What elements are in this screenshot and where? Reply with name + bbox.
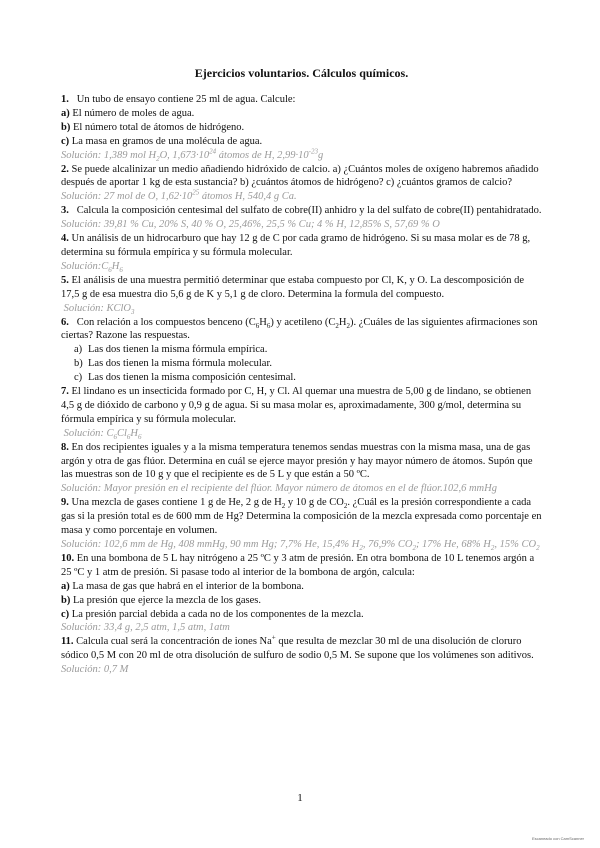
exercise-text: En dos recipientes iguales y a la misma temperatura tenemos sendas muestras con la misma masa, una de gas argón y otra de gas flúor. Determina en cuál se ejerce mayor presión y hay mayor número de átomos. Supón que las muestras son de 10 g y que el recipiente es de 5 L y que están a 50 ºC. [61,441,533,481]
exercise-3 [61,204,542,232]
exercise-2 [61,163,542,205]
exercise-text: En una bombona de 5 L hay nitrógeno a 25 ºC y 3 atm de presión. En otra bombona de 10 L tenemos argón a 25 ºC y 1 atm de presión. Si pasase todo al interior de la bombona de argón, calcula: [61,552,535,578]
exercise-number: 10. [61,552,75,564]
exercise-number: 4. [61,233,69,245]
exercise-7 [61,385,542,441]
list-item: c) Las dos tienen la misma composición centesimal. [74,372,296,384]
exercise-text: Calcula cual será la concentración de iones Na+ que resulta de mezclar 30 ml de una disolución de cloruro sódico 0,5 M con 20 ml de otra disolución de sulfuro de sodio 0,5 M. Se supone que los volúmenes son aditivos. [61,633,534,662]
page-number: 1 [297,792,303,804]
page-title: Ejercicios voluntarios. Cálculos químicos. [194,66,409,80]
scanner-watermark: Escaneado con CamScanner [531,836,584,841]
item-label: c) [61,135,70,147]
solution: Solución: 0,7 M [61,664,129,676]
exercise-number: 11. [61,636,74,648]
options-list [61,343,542,385]
document-page [61,66,542,677]
item-text: El número total de átomos de hidrógeno. [72,121,245,133]
item-text: La masa de gas que habrá en el interior de la bombona. [72,580,304,592]
exercise-9 [61,496,542,552]
exercise-10 [61,552,542,635]
exercise-text: Un análisis de un hidrocarburo que hay 12 g de C por cada gramo de hidrógeno. Si su masa molar es de 78 g, determina su fórmula empírica y su fórmula molecular. [61,233,531,258]
exercise-text: Un tubo de ensayo contiene 25 ml de agua. Calcule: [76,94,296,105]
exercise-number: 3. [61,205,69,217]
item-label: a) [61,580,70,592]
solution: Solución: Mayor presión en el recipiente del flúor. Mayor número de átomos en el de flúor.102,6 mmHg [61,483,497,495]
exercise-5 [61,274,542,316]
exercise-text: El análisis de una muestra permitió determinar que estaba compuesto por Cl, K, y O. La descomposición de 17,5 g de esa muestra dio 5,6 g de K y 5,1 g de cloro. Determina la formula del compuesto. [61,274,525,300]
list-item: a) Las dos tienen la misma fórmula empírica. [74,344,268,356]
item-text: La masa en gramos de una molécula de agua. [71,135,263,147]
exercise-number: 5. [61,274,69,286]
exercise-number: 1. [61,94,69,105]
item-text: La presión parcial debida a cada no de los componentes de la mezcla. [71,608,364,620]
solution: Solución: 27 mol de O, $1,62\cdot 10^{25}$ átomos H, 540,4 g Ca. [61,188,297,203]
exercise-text: Con relación a los compuestos benceno $(C_6H_6)$ y acetileno $(C_2H_2)$. ¿Cuáles de las siguientes afirmaciones son ciertas? Razone las respuestas. [61,316,538,342]
solution: Solución: 102,6 mm de Hg, 408 mmHg, 90 mm Hg; 7,7% He, 15,4% $H_2$, 76,9% $CO_2$; 17% He, 68% $H_2$, 15% $CO_2$ [61,539,540,553]
solution: Solución: KClO$_3$ [63,302,135,316]
item-text: La presión que ejerce la mezcla de los gases. [72,594,262,606]
solution: Solución: 33,4 g, 2,5 atm, 1,5 atm, 1atm [61,622,230,634]
exercise-8 [61,441,542,497]
exercise-1 [61,93,542,163]
item-label: a) [61,107,70,119]
exercise-number: 7. [61,386,69,398]
exercise-number: 6. [61,316,69,328]
exercise-text: El lindano es un insecticida formado por C, H, y Cl. Al quemar una muestra de 5,00 g de lindano, se obtienen 4,5 g de dióxido de carbono y 0,9 g de agua. Si su masa molar es, aproximadamente, 300 g/mol, determina su fórmula empírica y su fórmula molecular. [61,386,532,425]
exercise-text: Se puede alcalinizar un medio añadiendo hidróxido de calcio. a) ¿Cuántos moles de oxígeno habremos añadido después de aportar 1 kg de esta sustancia? b) ¿cuántos átomos de hidrógeno? c) ¿cuántos gramos de calcio? [61,163,539,189]
exercise-11 [61,635,542,677]
exercise-number: 2. [61,163,69,175]
exercise-number: 9. [61,497,69,509]
item-label: b) [61,594,71,606]
item-label: c) [61,608,70,620]
exercise-6 [61,316,542,386]
exercise-4 [61,232,542,274]
list-item: b) Las dos tienen la misma fórmula molecular. [74,358,272,370]
exercise-text: Una mezcla de gases contiene 1 g de He, 2 g de $H_2$ y 10 g de $CO_2$. ¿Cuál es la presión correspondiente a cada gas si la presión total es de 600 mm de Hg? Determina la composición de la mezcla expresada como porcentaje en masa y como porcentaje en volumen. [61,497,542,537]
solution: Solución: $C_6Cl_6H_6$ [63,427,142,441]
solution: Solución: 39,81 % Cu, 20% S, 40 % O, 25,46%, 25,5 % Cu; 4 % H, 12,85% S, 57,69 % O [61,219,440,231]
solution: $Solución:C_6H_6$ [61,260,123,274]
item-label: b) [61,121,71,133]
exercise-text: Calcula la composición centesimal del sulfato de cobre(II) anhidro y la del sulfato de cobre(II) pentahidratado. [76,205,542,217]
solution: Solución: 1,389 mol $H_2O$, $1,673\cdot 10^{24}$ átomos de H, $2,99\cdot 10^{-23}g$ [61,147,324,163]
item-text: El número de moles de agua. [72,107,195,119]
exercise-number: 8. [61,441,69,453]
